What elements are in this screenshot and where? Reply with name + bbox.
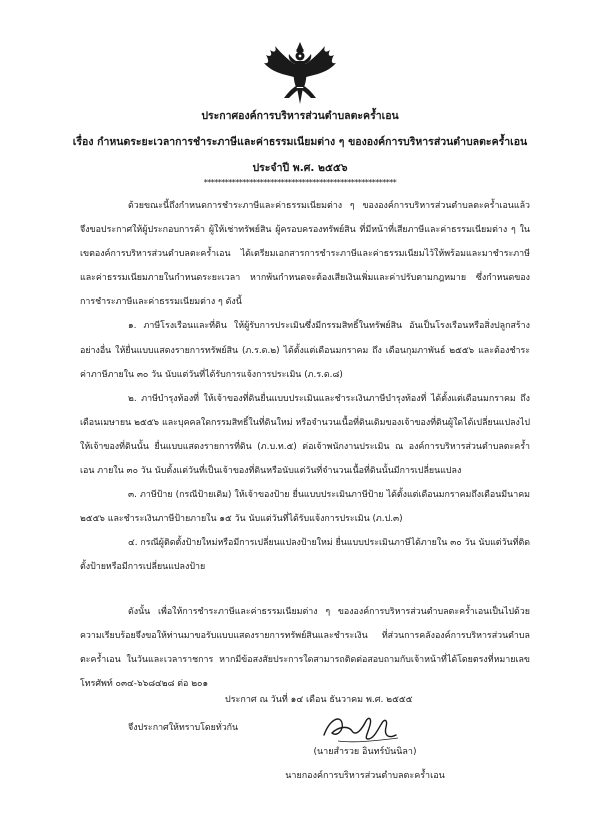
announcement-year: ประจำปี พ.ศ. ๒๕๕๖ xyxy=(252,162,348,174)
intro-paragraph: ด้วยขณะนี้ถึงกำหนดการชำระภาษีและค่าธรรมเนียมต่าง ๆ ขององค์การบริหารส่วนตำบลตะคร้ำเอนแล้ว จึงขอประกาศให้ผู้ประกอบการค้า ผู้ให้เช่าทรัพย์สิน ผู้ครอบครองทรัพย์สิน ที่มีหน้าที่เสียภาษีและค่าธรรมเนียมต่าง ๆ ในเขตองค์การบริหารส่วนตำบลตะคร้ำเอน ได้เตรียมเอกสารการชำระภาษีและค่าธรรมเนียมไว้ให้พร้อมและมาชำระภาษีและค่าธรรมเนียมภายในกำหนดระยะเวลา หากพ้นกำหนดจะต้องเสียเงินเพิ่มและค่าปรับตามกฎหมาย ซึ่งกำหนดของการชำระภาษีและค่าธรรมเนียมต่าง ๆ ดังนี้ xyxy=(80,201,530,308)
closing-paragraph: ดังนั้น เพื่อให้การชำระภาษีและค่าธรรมเนียมต่าง ๆ ขององค์การบริหารส่วนตำบลตะคร้ำเอนเป็นไปด้วยความเรียบร้อยจึงขอให้ท่านมาขอรับแบบแสดงรายการทรัพย์สินและชำระเงิน ที่ส่วนการคลังองค์การบริหารส่วนตำบลตะคร้ำเอน ในวันและเวลาราชการ หากมีข้อสงสัยประการใดสามารถติดต่อสอบถามกับเจ้าหน้าที่ได้โดยตรงที่หมายเลขโทรศัพท์ ๐๓๔-๖๖๘๔๒๘ ต่อ ๒๐๑ xyxy=(80,606,530,689)
item-1-paragraph: ๑. ภาษีโรงเรือนและที่ดิน ให้ผู้รับการประเมินซึ่งมีกรรมสิทธิ์ในทรัพย์สิน อันเป็นโรงเรือนหรือสิ่งปลูกสร้างอย่างอื่น ให้ยื่นแบบแสดงรายการทรัพย์สิน (ภ.ร.ด.๒) ได้ตั้งแต่เดือนมกราคม ถึง เดือนกุมภาพันธ์ ๒๕๕๖ และต้องชำระค่าภาษีภายใน ๓๐ วัน นับแต่วันที่ได้รับการแจ้งการประเมิน (ภ.ร.ด.๘) xyxy=(80,321,530,380)
announcement-title: ประกาศองค์การบริหารส่วนตำบลตะคร้ำเอน xyxy=(201,110,399,122)
notice-line: จึงประกาศให้ทราบโดยทั่วกัน xyxy=(128,722,239,733)
item-4-paragraph: ๔. กรณีผู้ติดตั้งป้ายใหม่หรือมีการเปลี่ยนแปลงป้ายใหม่ ยื่นแบบประเมินภาษีได้ภายใน ๓๐ วัน นับแต่วันที่ติดตั้งป้ายหรือมีการเปลี่ยนแปลงป้าย xyxy=(80,538,530,573)
signer-title: นายกองค์การบริหารส่วนตำบลตะคร้ำเอน xyxy=(285,771,445,781)
handwritten-signature xyxy=(318,705,408,747)
announcement-subject: เรื่อง กำหนดระยะเวลาการชำระภาษีและค่าธรรมเนียมต่าง ๆ ขององค์การบริหารส่วนตำบลตะคร้ำเอน xyxy=(72,136,528,148)
signer-name: (นายสำรวย อินทร์บันนิลา) xyxy=(313,747,417,757)
announcement-date: ประกาศ ณ วันที่ ๑๔ เดือน ธันวาคม พ.ศ. ๒๕๕๕ xyxy=(225,695,413,705)
item-3-paragraph: ๓. ภาษีป้าย (กรณีป้ายเดิม) ให้เจ้าของป้าย ยื่นแบบประเมินภาษีป้าย ได้ตั้งแต่เดือนมกราคมถึงเดือนมีนาคม ๒๕๕๖ และชำระเงินภาษีป้ายภายใน ๑๕ วัน นับแต่วันที่ได้รับแจ้งการประเมิน (ภ.ป.๓) xyxy=(80,490,530,525)
announcement-body xyxy=(80,194,530,740)
garuda-emblem-icon xyxy=(262,40,338,106)
separator-line: ******************************************************* xyxy=(203,178,397,187)
item-2-paragraph: ๒. ภาษีบำรุงท้องที่ ให้เจ้าของที่ดินยื่นแบบประเมินและชำระเงินภาษีบำรุงท้องที่ ได้ตั้งแต่เดือนมกราคม ถึง เดือนเมษายน ๒๕๕๖ และบุคคลใดกรรมสิทธิ์ในที่ดินใหม่ หรือจำนวนเนื้อที่ดินเดิมของเจ้าของที่ดินผู้ใดได้เปลี่ยนแปลงไป ให้เจ้าของที่ดินนั้น ยื่นแบบแสดงรายการที่ดิน (ภ.บ.ท.๕) ต่อเจ้าพนักงานประเมิน ณ องค์การบริหารส่วนตำบลตะคร้ำเอน ภายใน ๓๐ วัน นับตั้งแต่วันที่เป็นเจ้าของที่ดินหรือนับแต่วันที่จำนวนเนื้อที่ดินนั้นมีการเปลี่ยนแปลง xyxy=(80,393,530,477)
